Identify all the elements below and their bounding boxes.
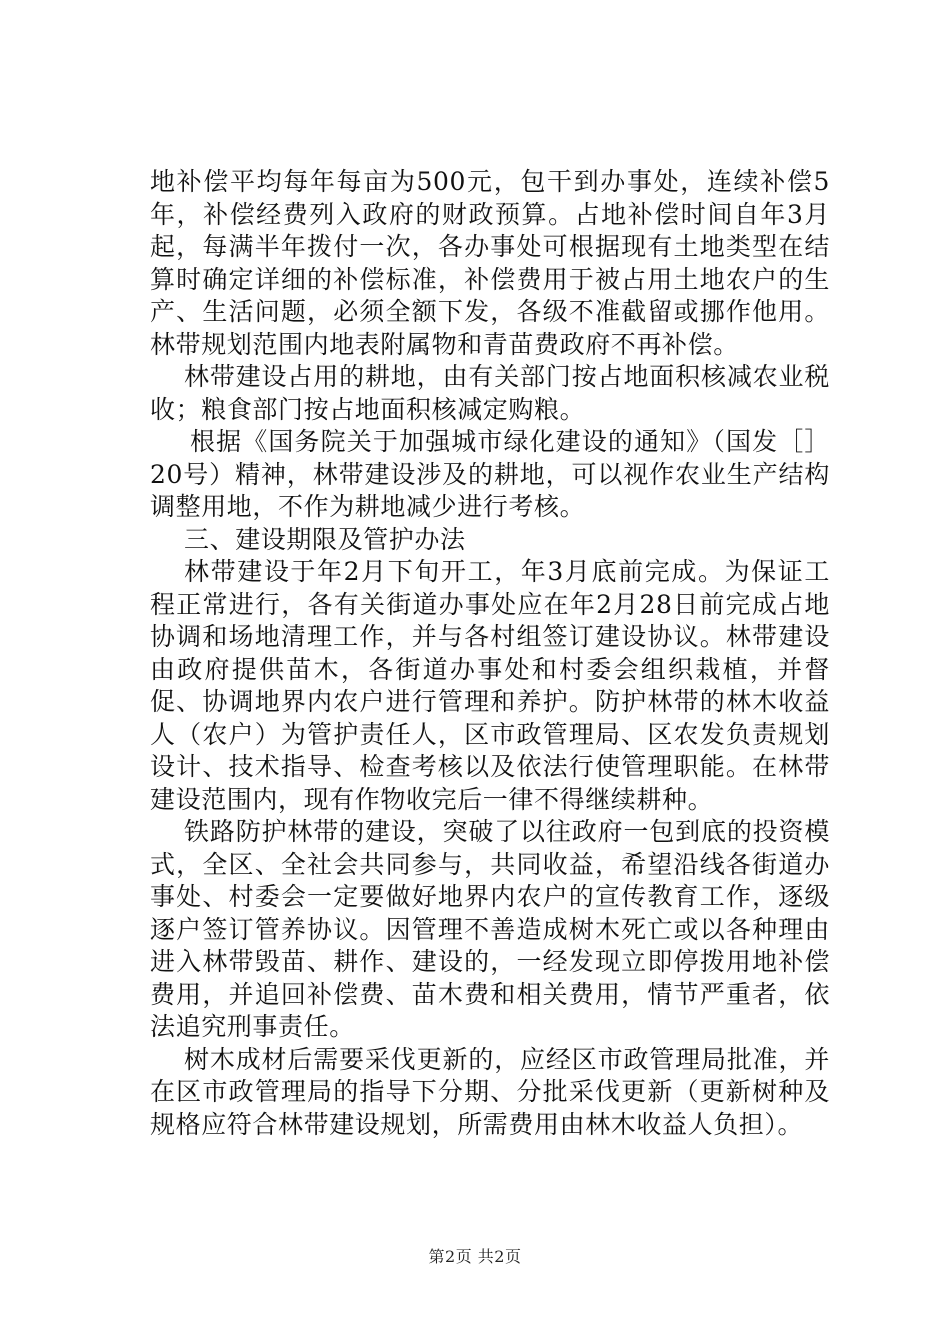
page-number-footer: 第2页 共2页 (428, 1247, 522, 1266)
paragraph-tree-harvest: 树木成材后需要采伐更新的，应经区市政管理局批准，并在区市政管理局的指导下分期、分批采伐更新（更新树种及规格应符合林带建设规划，所需费用由林木收益人负担）。 (150, 1044, 830, 1139)
paragraph-land-compensation: 地补偿平均每年每亩为500元，包干到办事处，连续补偿5年，补偿经费列入政府的财政预算。占地补偿时间自年3月起，每满半年拨付一次，各办事处可根据现有土地类型在结算时确定详细的补偿标准，补偿费用于被占用土地农户的生产、生活问题，必须全额下发，各级不准截留或挪作他用。林带规划范围内地表附属物和青苗费政府不再补偿。 (150, 167, 830, 359)
paragraph-state-council-notice: 根据《国务院关于加强城市绿化建设的通知》（国发［］20号）精神，林带建设涉及的耕地，可以视作农业生产结构调整用地，不作为耕地减少进行考核。 (150, 427, 830, 521)
paragraph-construction-schedule: 林带建设于年2月下旬开工，年3月底前完成。为保证工程正常进行，各有关街道办事处应在年2月28日前完成占地协调和场地清理工作，并与各村组签订建设协议。林带建设由政府提供苗木，各街道办事处和村委会组织栽植，并督促、协调地界内农户进行管理和养护。防护林带的林木收益人（农户）为管护责任人，区市政管理局、区农发负责规划设计、技术指导、检查考核以及依法行使管理职能。在林带建设范围内，现有作物收完后一律不得继续耕种。 (150, 557, 830, 814)
paragraph-railway-forest-belt: 铁路防护林带的建设，突破了以往政府一包到底的投资模式，全区、全社会共同参与，共同收益，希望沿线各街道办事处、村委会一定要做好地界内农户的宣传教育工作，逐级逐户签订管养协议。因管理不善造成树木死亡或以各种理由进入林带毁苗、耕作、建设的，一经发现立即停拨用地补偿费用，并追回补偿费、苗木费和相关费用，情节严重者，依法追究刑事责任。 (150, 817, 830, 1041)
document-body (150, 166, 830, 1141)
section-heading-construction-period: 三、建设期限及管护办法 (184, 524, 466, 554)
paragraph-farmland-tax: 林带建设占用的耕地，由有关部门按占地面积核减农业税收；粮食部门按占地面积核减定购粮。 (150, 362, 830, 424)
